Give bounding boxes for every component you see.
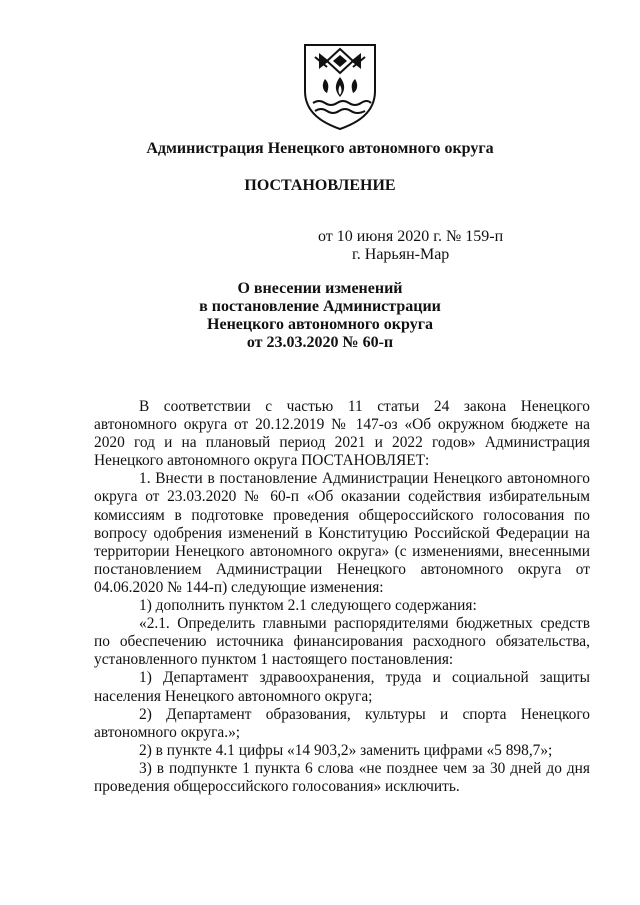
paragraph: 2) Департамент образования, культуры и спорта Ненецкого автономного округа.»; [94, 705, 590, 741]
paragraph: 3) в подпункте 1 пункта 6 слова «не позднее чем за 30 дней до дня проведения общероссийского голосования» исключить. [94, 759, 590, 795]
paragraph: «2.1. Определить главными распорядителями бюджетных средств по обеспечению источника финансирования расходного обязательства, установленного пунктом 1 настоящего постановления: [94, 615, 590, 669]
document-type: ПОСТАНОВЛЕНИЕ [244, 177, 396, 194]
paragraph: 1) дополнить пунктом 2.1 следующего содержания: [139, 597, 477, 615]
document-title [0, 280, 640, 352]
paragraph: 1) Департамент здравоохранения, труда и социальной защиты населения Ненецкого автономного округа; [94, 669, 590, 705]
city: г. Нарьян-Мар [352, 246, 450, 263]
paragraph: 1. Внести в постановление Администрации Ненецкого автономного округа от 23.03.2020 № 60-п «Об оказании содействия избирательным комиссиям в подготовке проведения общероссийского голосования по вопросу одобрения изменений в Конституцию Российской Федерации на территории Ненецкого автономного округа» (с изменениями, внесенными постановлением Администрации Ненецкого автономного округа от 04.06.2020 № 144-п) следующие изменения: [94, 470, 590, 596]
document-body [94, 398, 590, 796]
date-number: от 10 июня 2020 г. № 159-п [318, 228, 504, 245]
title-line: от 23.03.2020 № 60-п [246, 334, 394, 351]
title-line: О внесении изменений [237, 280, 403, 297]
coat-of-arms-icon [301, 41, 379, 131]
paragraph: 2) в пункте 4.1 цифры «14 903,2» заменить цифрами «5 898,7»; [139, 741, 553, 759]
organization-name: Администрация Ненецкого автономного округа [146, 140, 494, 157]
title-line: Ненецкого автономного округа [207, 316, 433, 333]
title-line: в постановление Администрации [199, 298, 441, 315]
paragraph: В соответствии с частью 11 статьи 24 закона Ненецкого автономного округа от 20.12.2019 № 147-оз «Об окружном бюджете на 2020 год и на плановый период 2021 и 2022 годов» Администрация Ненецкого автономного округа ПОСТАНОВЛЯЕТ: [94, 398, 590, 470]
